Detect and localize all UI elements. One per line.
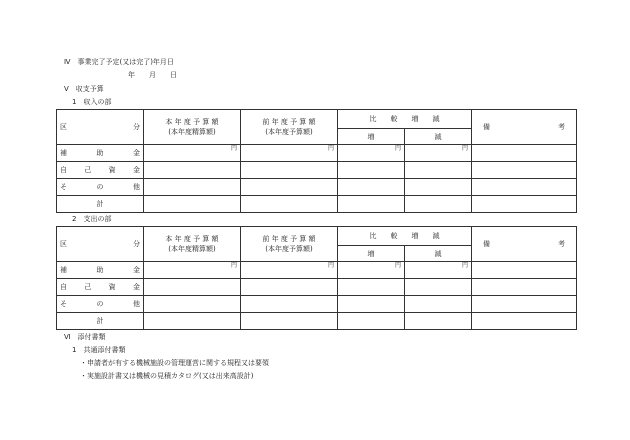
row-label-own-funds: 自 己 資 金	[57, 162, 144, 179]
table-row	[57, 262, 577, 279]
section4-title: Ⅳ 事業完了予定(又は完了)年月日	[64, 58, 174, 66]
row-label-total: 計	[57, 313, 144, 330]
remarks-cell	[472, 145, 577, 162]
income-section-title: 1 収入の部	[72, 98, 112, 106]
header-decrease: 減	[405, 129, 472, 145]
yen-unit: 円	[338, 145, 405, 162]
header-current-budget: 本 年 度 予 算 額 (本年度精算額)	[144, 110, 241, 145]
header-previous-budget: 前 年 度 予 算 額 (本年度予算額)	[241, 227, 338, 262]
completion-date: 年 月 日	[128, 71, 177, 79]
yen-unit: 円	[144, 262, 241, 279]
expense-section-title: 2 支出の部	[72, 215, 112, 223]
header-increase: 増	[338, 246, 405, 262]
table-row	[57, 279, 577, 296]
header-remarks: 備 考	[472, 227, 577, 262]
section6-title: Ⅵ 添付書類	[64, 333, 106, 341]
attachment-bullet-2: ・実施設計書又は機械の見積カタログ(又は出来高設計)	[80, 372, 254, 380]
table-row	[57, 313, 577, 330]
income-table	[56, 109, 577, 213]
row-label-own-funds: 自 己 資 金	[57, 279, 144, 296]
header-decrease: 減	[405, 246, 472, 262]
header-category: 区 分	[57, 227, 144, 262]
yen-unit: 円	[241, 262, 338, 279]
yen-unit: 円	[405, 145, 472, 162]
table-row	[57, 145, 577, 162]
header-category: 区 分	[57, 110, 144, 145]
yen-unit: 円	[241, 145, 338, 162]
header-previous-budget: 前 年 度 予 算 額 (本年度予算額)	[241, 110, 338, 145]
header-comparison: 比 較 増 減	[338, 110, 472, 129]
row-label-total: 計	[57, 196, 144, 213]
table-row	[57, 162, 577, 179]
attachment-subtitle: 1 共通添付書類	[72, 346, 126, 354]
expense-table	[56, 226, 577, 330]
row-label-subsidy: 補 助 金	[57, 262, 144, 279]
row-label-subsidy: 補 助 金	[57, 145, 144, 162]
table-row	[57, 196, 577, 213]
yen-unit: 円	[338, 262, 405, 279]
yen-unit: 円	[405, 262, 472, 279]
attachment-bullet-1: ・申請者が有する機械施設の管理運営に関する規程又は要領	[80, 359, 269, 367]
table-row	[57, 179, 577, 196]
remarks-cell	[472, 262, 577, 279]
table-row	[57, 296, 577, 313]
header-remarks: 備 考	[472, 110, 577, 145]
header-current-budget: 本 年 度 予 算 額 (本年度精算額)	[144, 227, 241, 262]
header-increase: 増	[338, 129, 405, 145]
yen-unit: 円	[144, 145, 241, 162]
row-label-other: そ の 他	[57, 296, 144, 313]
header-comparison: 比 較 増 減	[338, 227, 472, 246]
row-label-other: そ の 他	[57, 179, 144, 196]
section5-title: Ⅴ 収支予算	[64, 85, 104, 93]
